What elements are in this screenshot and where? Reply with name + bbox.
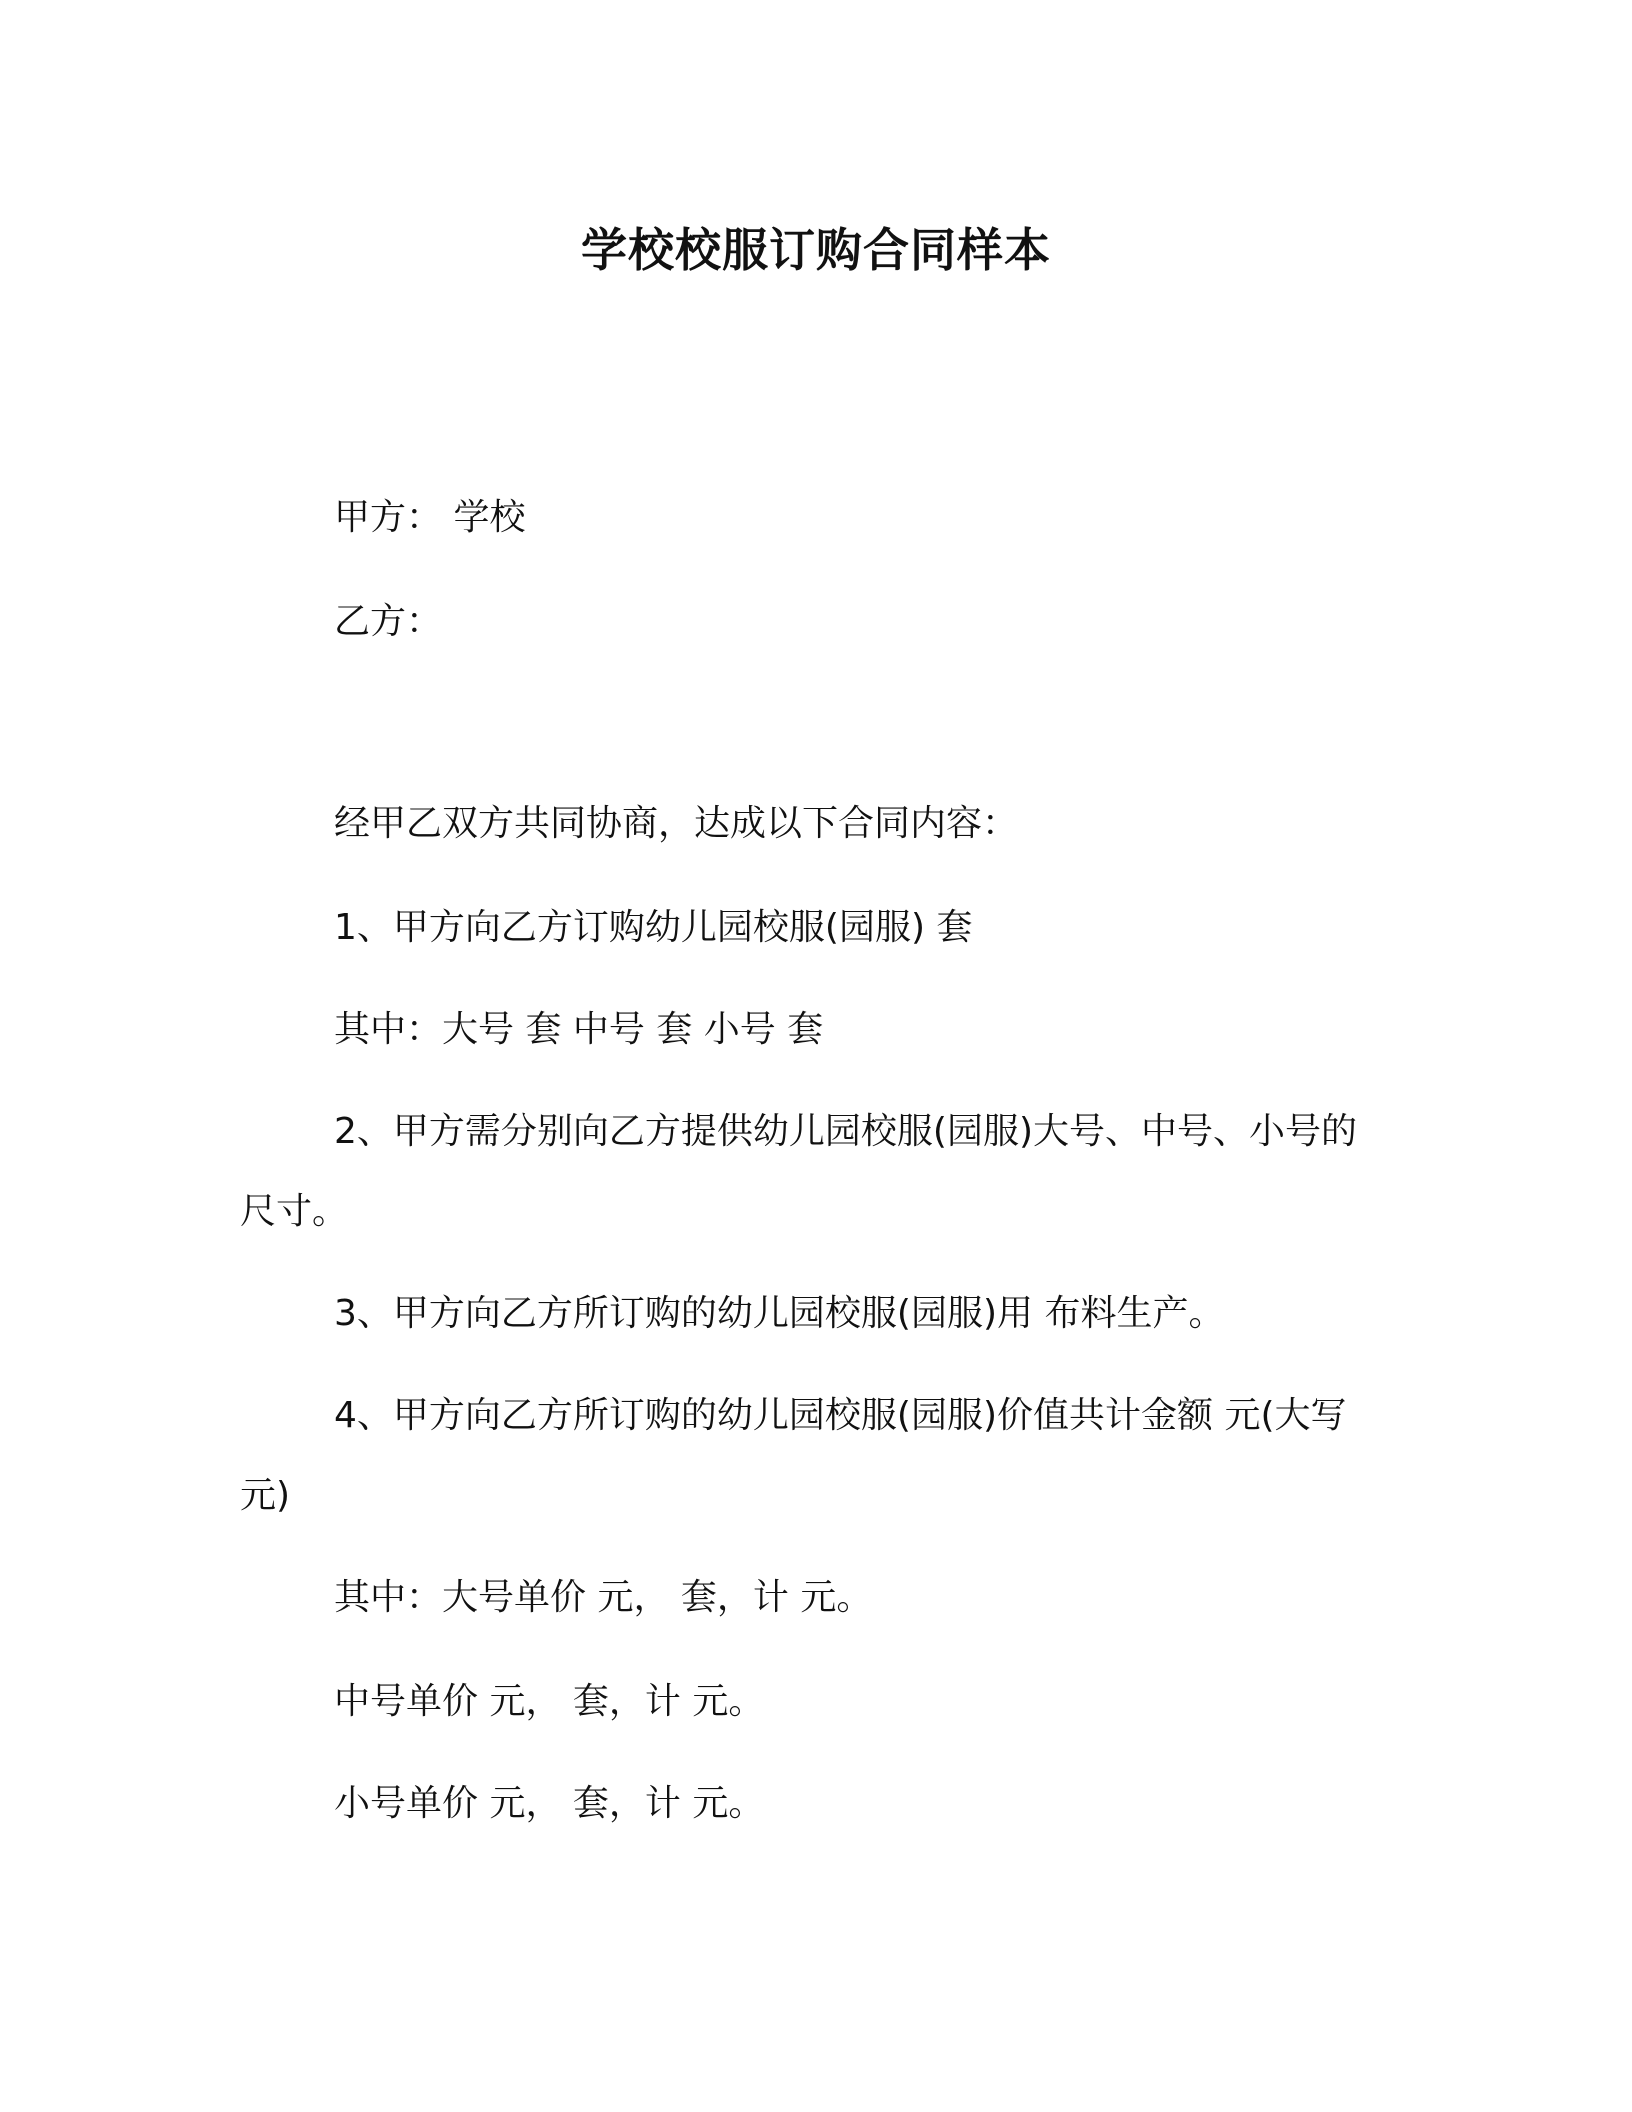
clause-1: 1、甲方向乙方订购幼儿园校服(园服) 套 <box>334 907 973 948</box>
intro-paragraph: 经甲乙双方共同协商，达成以下合同内容： <box>334 803 1019 844</box>
clause-3: 3、甲方向乙方所订购的幼儿园校服(园服)用 布料生产。 <box>334 1293 1225 1334</box>
document-title: 学校校服订购合同样本 <box>581 223 1051 277</box>
clause-1-detail: 其中：大号 套 中号 套 小号 套 <box>334 1009 824 1050</box>
clause-4-line-2: 元) <box>240 1475 291 1516</box>
price-large-line: 其中：大号单价 元， 套，计 元。 <box>334 1577 873 1618</box>
price-small-line: 小号单价 元， 套，计 元。 <box>334 1783 765 1824</box>
clause-4-line-1: 4、甲方向乙方所订购的幼儿园校服(园服)价值共计金额 元(大写 <box>334 1395 1347 1436</box>
party-a-line: 甲方： 学校 <box>334 497 526 538</box>
price-medium-line: 中号单价 元， 套，计 元。 <box>334 1681 765 1722</box>
clause-2-line-2: 尺寸。 <box>240 1191 349 1232</box>
clause-2-line-1: 2、甲方需分别向乙方提供幼儿园校服(园服)大号、中号、小号的 <box>334 1111 1357 1152</box>
party-b-line: 乙方： <box>334 601 443 642</box>
